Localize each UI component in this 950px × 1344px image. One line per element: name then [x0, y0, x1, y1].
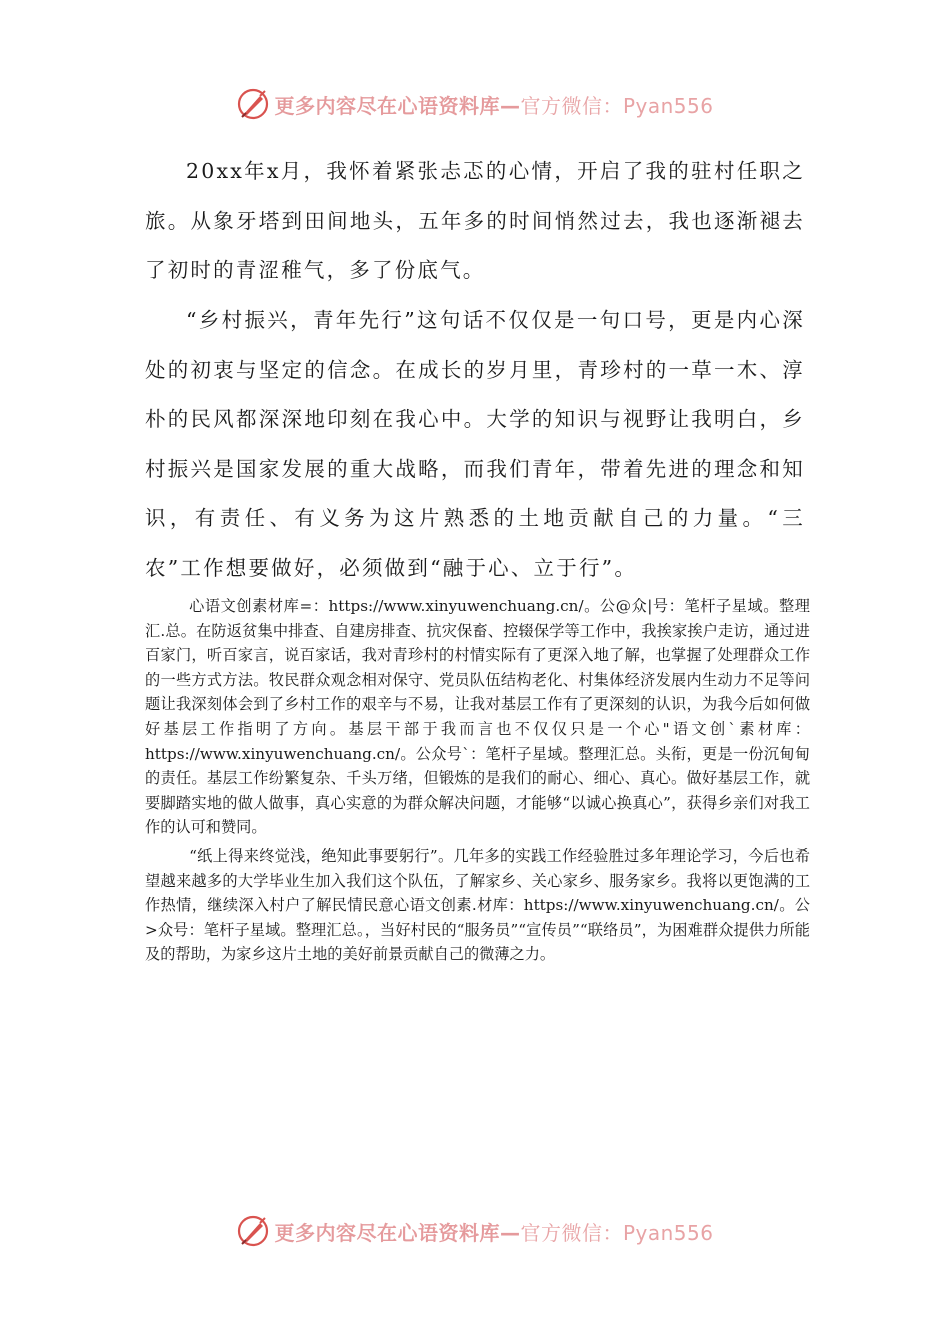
banner-wechat-text: 官方微信：Pyan556 [520, 1220, 714, 1245]
footer-watermark-banner [0, 1211, 950, 1251]
body-paragraph-3: 心语文创素材库=：https://www.xinyuwenchuang.cn/。公@众|号：笔杆子星域。整理汇.总。在防返贫集中排查、自建房排查、抗灾保畜、控辍保学等工作中，我挨家挨户走访，通过进百家门，听百家言，说百家话，我对青珍村的村情实际有了更深入地了解，也掌握了处理群众工作的一些方式方法。牧民群众观念相对保守、党员队伍结构老化、村集体经济发展内生动力不足等问题让我深刻体会到了乡村工作的艰辛与不易，让我对基层工作有了更深刻的认识，为我今后如何做好基层工作指明了方向。基层干部于我而言也不仅仅只是一个心"语文创`素材库：https://www.xinyuwenchuang.cn/。公众号`：笔杆子星域。整理汇总。头衔，更是一份沉甸甸的责任。基层工作纷繁复杂、千头万绪，但锻炼的是我们的耐心、细心、真心。做好基层工作，就要脚踏实地的做人做事，真心实意的为群众解决问题，才能够“以诚心换真心”，获得乡亲们对我工作的认可和赞同。 [145, 597, 810, 837]
banner-main-text: 更多内容尽在心语资料库 [274, 1220, 500, 1245]
banner-dash: — [499, 1220, 521, 1245]
quill-pen-logo-icon [236, 87, 270, 121]
quill-pen-logo-icon [236, 1214, 270, 1248]
banner-text [274, 1217, 713, 1246]
banner-wechat-text: 官方微信：Pyan556 [520, 93, 714, 118]
header-watermark-banner [0, 84, 950, 124]
body-paragraph-1: 20xx年x月，我怀着紧张忐忑的心情，开启了我的驻村任职之旅。从象牙塔到田间地头，五年多的时间悄然过去，我也逐渐褪去了初时的青涩稚气，多了份底气。 [145, 159, 805, 283]
body-paragraph-4: “纸上得来终觉浅，绝知此事要躬行”。几年多的实践工作经验胜过多年理论学习，今后也希望越来越多的大学毕业生加入我们这个队伍，了解家乡、关心家乡、服务家乡。我将以更饱满的工作热情，继续深入村户了解民情民意心语文创素.材库：https://www.xinyuwenchuang.cn/。公>众号：笔杆子星域。整理汇总。，当好村民的“服务员”“宣传员”“联络员”，为困难群众提供力所能及的帮助，为家乡这片土地的美好前景贡献自己的微薄之力。 [145, 847, 810, 964]
body-paragraph-2: “乡村振兴，青年先行”这句话不仅仅是一句口号，更是内心深处的初衷与坚定的信念。在成长的岁月里，青珍村的一草一木、淳朴的民风都深深地印刻在我心中。大学的知识与视野让我明白，乡村振兴是国家发展的重大战略，而我们青年，带着先进的理念和知识，有责任、有义务为这片熟悉的土地贡献自己的力量。“三农”工作想要做好，必须做到“融于心、立于行”。 [145, 308, 805, 580]
banner-text [274, 90, 713, 119]
banner-dash: — [499, 93, 521, 118]
banner-main-text: 更多内容尽在心语资料库 [274, 93, 500, 118]
